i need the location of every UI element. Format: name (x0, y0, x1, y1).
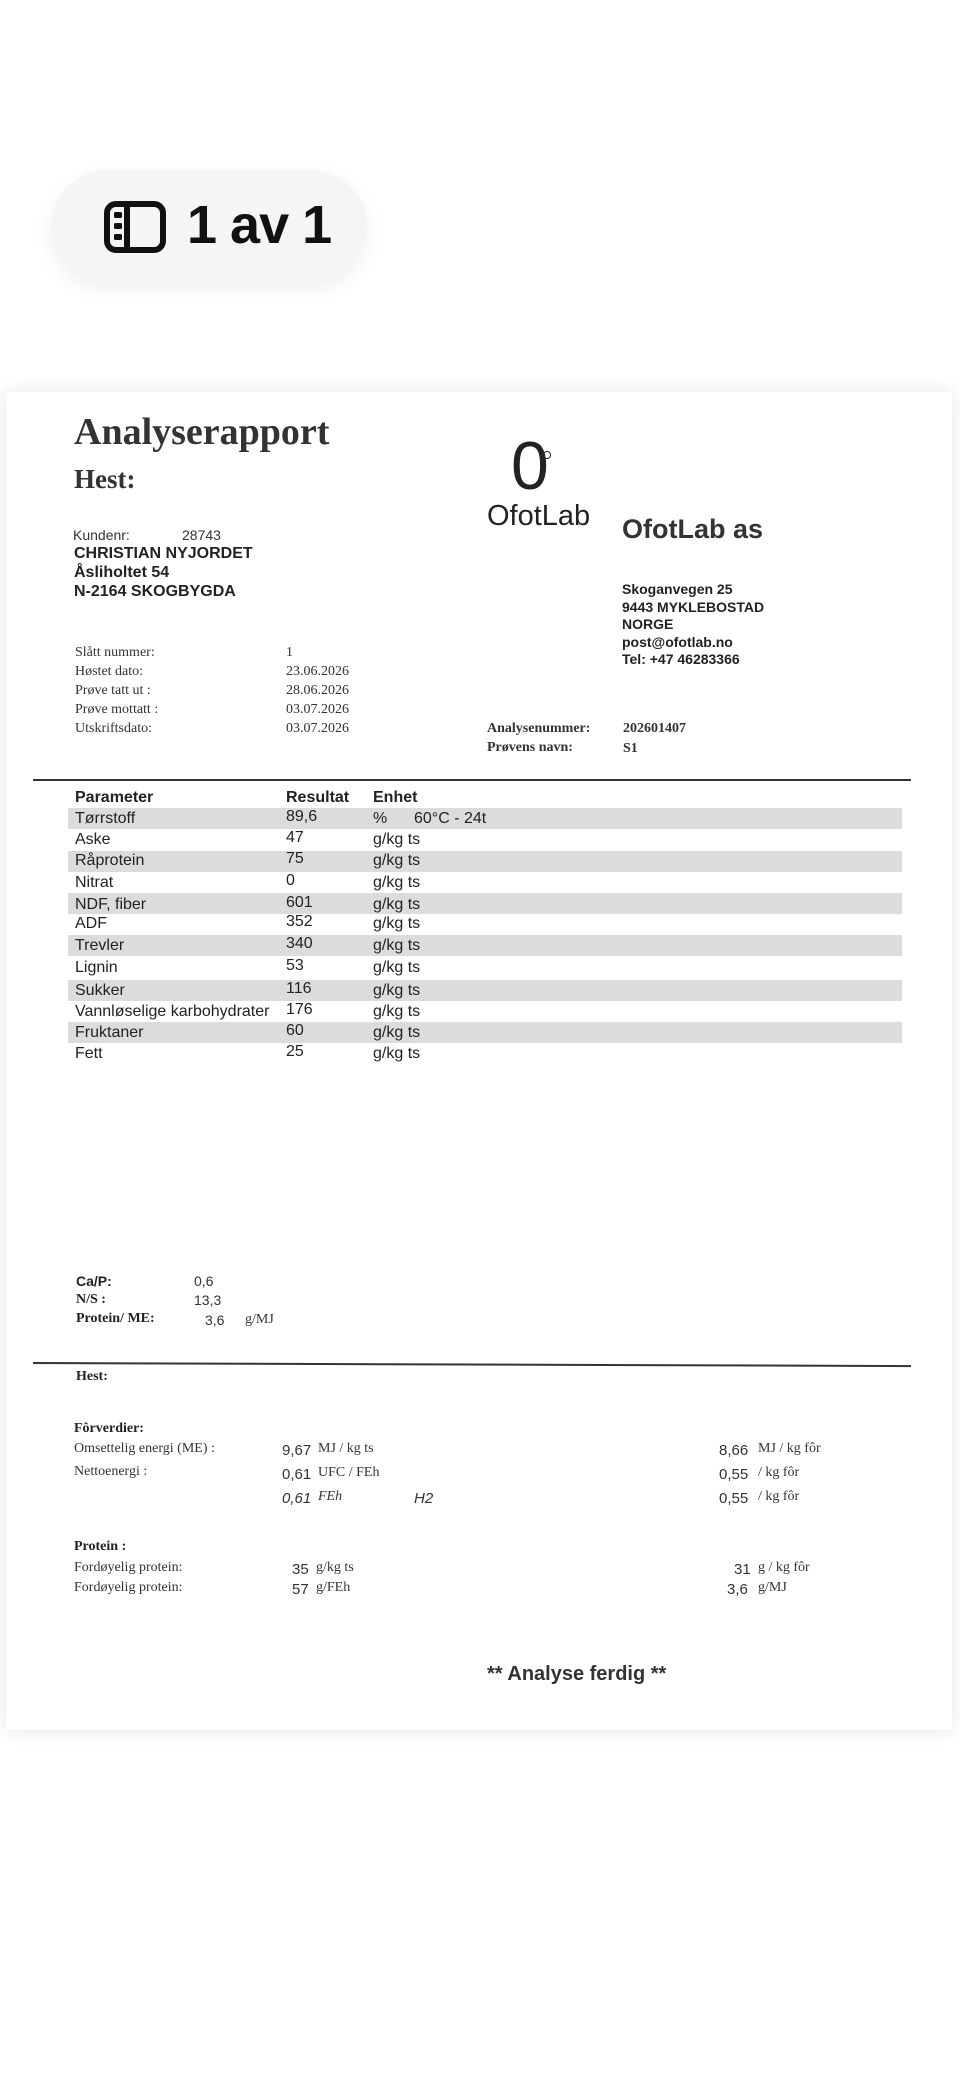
forverdier-ts-unit: UFC / FEh (318, 1465, 380, 1480)
lab-logo-dot-icon (543, 451, 551, 459)
date-label: Høstet dato: (75, 664, 144, 679)
table-row-shade (68, 980, 902, 1001)
table-row-result: 25 (286, 1043, 304, 1060)
forverdier-for-unit: MJ / kg fôr (758, 1441, 821, 1456)
lab-country: NORGE (622, 616, 674, 632)
date-label: Utskriftsdato: (75, 721, 152, 736)
table-row-result: 116 (286, 980, 312, 997)
table-row-parameter: Nitrat (75, 874, 114, 891)
table-row-parameter: Vannløselige karbohydrater (75, 1003, 270, 1020)
table-row-result: 47 (286, 829, 304, 846)
forverdier-ts-value: 9,67 (282, 1442, 312, 1459)
table-row-parameter: Sukker (75, 982, 125, 999)
report-subtitle: Hest: (74, 464, 136, 494)
table-row-shade (68, 851, 902, 872)
lab-name: OfotLab as (622, 514, 764, 544)
table-row-parameter: Trevler (75, 937, 125, 954)
protein-ts-value: 57 (292, 1581, 309, 1598)
ratio-unit: g/MJ (245, 1312, 274, 1327)
table-row-result: 60 (286, 1022, 304, 1039)
forverdier-for-unit: / kg fôr (758, 1465, 800, 1480)
forverdier-for-value: 8,66 (719, 1442, 749, 1459)
date-label: Prøve mottatt : (75, 702, 159, 717)
lab-street: Skoganvegen 25 (622, 581, 733, 597)
table-row-unit: g/kg ts (373, 896, 421, 913)
table-header-unit: Enhet (373, 789, 418, 806)
table-header-parameter: Parameter (75, 789, 154, 806)
protein-for-unit: g / kg fôr (758, 1560, 810, 1575)
date-label: Prøve tatt ut : (75, 683, 151, 698)
table-row-parameter: ADF (75, 915, 107, 932)
table-row-unit: g/kg ts (373, 959, 421, 976)
forverdier-ts-unit: MJ / kg ts (318, 1441, 374, 1456)
customer-number-label: Kundenr: (73, 527, 130, 543)
date-label: Slått nummer: (75, 645, 155, 660)
sample-name: S1 (623, 741, 638, 756)
table-row-shade (68, 1022, 902, 1043)
date-value: 23.06.2026 (286, 664, 349, 679)
table-row-result: 75 (286, 850, 304, 867)
forverdier-for-unit: / kg fôr (758, 1489, 800, 1504)
table-row-unit: g/kg ts (373, 874, 421, 891)
section-label: Hest: (76, 1369, 108, 1384)
customer-street: Åsliholtet 54 (74, 564, 170, 581)
sample-name-label: Prøvens navn: (487, 740, 573, 755)
table-row-shade (68, 935, 902, 956)
table-row-result: 0 (286, 872, 295, 889)
customer-number: 28743 (182, 527, 221, 543)
protein-heading: Protein : (74, 1539, 127, 1554)
table-row-unit: g/kg ts (373, 831, 421, 848)
forverdier-ts-value: 0,61 (282, 1490, 312, 1507)
divider (33, 779, 911, 781)
date-value: 1 (286, 645, 293, 660)
analysis-number-label: Analysenummer: (487, 721, 591, 736)
customer-name: CHRISTIAN NYJORDET (74, 545, 253, 562)
forverdier-mid: H2 (414, 1490, 434, 1507)
lab-city: 9443 MYKLEBOSTAD (622, 599, 765, 615)
table-row-result: 340 (286, 935, 313, 952)
table-row-parameter: Aske (75, 831, 111, 848)
forverdier-label: Omsettelig energi (ME) : (74, 1441, 215, 1456)
table-row-result: 89,6 (286, 808, 318, 825)
ratio-value: 3,6 (205, 1312, 225, 1328)
forverdier-for-value: 0,55 (719, 1490, 749, 1507)
ratio-label: Ca/P: (76, 1273, 112, 1289)
ratio-value: 0,6 (194, 1273, 214, 1289)
protein-for-value: 31 (734, 1561, 751, 1578)
ratio-label: N/S : (76, 1292, 106, 1307)
table-row-unit: g/kg ts (373, 852, 421, 869)
page-count-label: 1 av 1 (187, 195, 332, 255)
lab-email: post@ofotlab.no (622, 634, 733, 650)
report-title: Analyserapport (74, 411, 330, 453)
date-value: 03.07.2026 (286, 702, 349, 717)
table-row-unit: g/kg ts (373, 982, 421, 999)
table-row-unit: g/kg ts (373, 1045, 421, 1062)
lab-logo-text: OfotLab (487, 500, 591, 532)
forverdier-ts-unit: FEh (318, 1489, 343, 1504)
protein-label: Fordøyelig protein: (74, 1560, 183, 1575)
table-row-parameter: Tørrstoff (75, 810, 136, 827)
table-row-result: 176 (286, 1001, 313, 1018)
table-row-shade (68, 893, 902, 914)
page-indicator[interactable] (51, 170, 367, 284)
forverdier-ts-value: 0,61 (282, 1466, 312, 1483)
forverdier-for-value: 0,55 (719, 1466, 749, 1483)
ratio-label: Protein/ ME: (76, 1311, 155, 1326)
table-row-result: 601 (286, 894, 313, 911)
protein-ts-unit: g/FEh (316, 1580, 351, 1595)
table-row-parameter: Fruktaner (75, 1024, 144, 1041)
ratio-value: 13,3 (194, 1292, 222, 1308)
table-row-unit: g/kg ts (373, 1024, 421, 1041)
table-row-parameter: Råprotein (75, 852, 145, 869)
protein-for-value: 3,6 (727, 1581, 748, 1598)
table-row-parameter: Fett (75, 1045, 103, 1062)
protein-ts-unit: g/kg ts (316, 1560, 354, 1575)
table-row-result: 53 (286, 957, 304, 974)
forverdier-label: Nettoenergi : (74, 1464, 148, 1479)
table-row-unit: % (373, 810, 388, 827)
lab-logo-mark: 0 (511, 428, 549, 504)
table-row-parameter: NDF, fiber (75, 896, 147, 913)
table-row-unit: g/kg ts (373, 915, 421, 932)
table-row-unit: g/kg ts (373, 1003, 421, 1020)
analysis-number: 202601407 (623, 721, 686, 736)
table-header-result: Resultat (286, 789, 350, 806)
table-row-note: 60°C - 24t (414, 810, 487, 827)
forverdier-heading: Fôrverdier: (74, 1421, 144, 1436)
date-value: 03.07.2026 (286, 721, 349, 736)
customer-city: N-2164 SKOGBYGDA (74, 583, 236, 600)
table-row-parameter: Lignin (75, 959, 118, 976)
lab-phone: Tel: +47 46283366 (622, 651, 740, 667)
page-view-icon (103, 200, 167, 254)
date-value: 28.06.2026 (286, 683, 349, 698)
protein-label: Fordøyelig protein: (74, 1580, 183, 1595)
analysis-status: ** Analyse ferdig ** (487, 1663, 667, 1685)
table-row-result: 352 (286, 913, 313, 930)
protein-ts-value: 35 (292, 1561, 309, 1578)
table-row-unit: g/kg ts (373, 937, 421, 954)
protein-for-unit: g/MJ (758, 1580, 787, 1595)
